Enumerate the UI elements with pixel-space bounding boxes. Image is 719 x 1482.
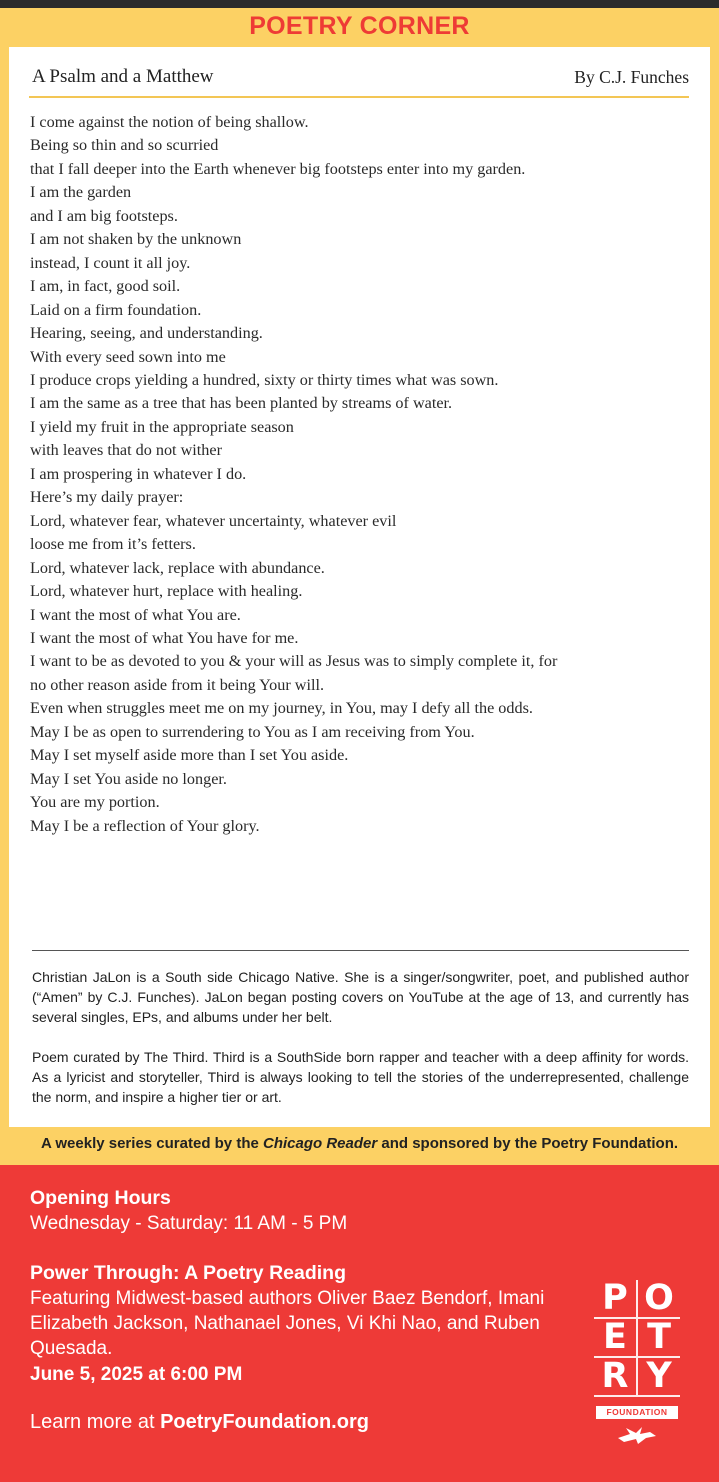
poem-line: I am prospering in whatever I do. — [30, 464, 247, 483]
reading-date: June 5, 2025 at 6:00 PM — [30, 1364, 243, 1385]
poem-line: that I fall deeper into the Earth whenever big footsteps enter into my garden. — [30, 159, 526, 178]
hours-heading: Opening Hours — [30, 1187, 171, 1209]
top-border — [0, 0, 719, 8]
poem-line: Lord, whatever lack, replace with abundance. — [30, 558, 325, 577]
poem-line: instead, I count it all joy. — [30, 253, 191, 272]
logo-letter: Y — [646, 1356, 672, 1396]
series-suffix: and sponsored by the Poetry Foundation. — [377, 1135, 679, 1152]
pegasus-icon — [616, 1424, 658, 1446]
poem-line: I am not shaken by the unknown — [30, 230, 242, 249]
title-divider — [29, 96, 689, 98]
series-note — [0, 1135, 719, 1152]
poem-byline: By C.J. Funches — [574, 67, 689, 87]
hours-text: Wednesday - Saturday: 11 AM - 5 PM — [30, 1213, 348, 1234]
logo-row — [594, 1280, 680, 1319]
poem-line: May I set myself aside more than I set You aside. — [30, 746, 349, 765]
logo-row — [594, 1319, 680, 1358]
poem-line: I want the most of what You have for me. — [30, 628, 299, 647]
series-prefix: A weekly series curated by the — [40, 1135, 263, 1152]
logo-letter: T — [647, 1317, 671, 1357]
poem-line: I produce crops yielding a hundred, sixty or thirty times what was sown. — [30, 370, 499, 389]
logo-letter: E — [594, 1319, 638, 1356]
poem-body — [30, 111, 700, 838]
reading-heading: Power Through: A Poetry Reading — [30, 1262, 346, 1284]
poem-line: You are my portion. — [30, 793, 160, 812]
logo-row — [594, 1358, 680, 1397]
poem-line: Hearing, seeing, and understanding. — [30, 324, 263, 343]
curator-bio: Poem curated by The Third. Third is a SouthSide born rapper and teacher with a deep affinity for words. As a lyricist and storyteller, Third is always looking to tell the stories of the underrepresented, challenge the norm, and inspire a higher tier or art. — [32, 1049, 689, 1105]
poem-line: Even when struggles meet me on my journey, in You, may I defy all the odds. — [30, 699, 533, 718]
poem-card — [9, 47, 710, 1127]
poem-line: May I be a reflection of Your glory. — [30, 816, 260, 835]
poetry-foundation-link[interactable]: PoetryFoundation.org — [160, 1411, 369, 1433]
bio-section — [32, 967, 689, 1107]
poem-line: I am the garden — [30, 183, 132, 202]
author-bio: Christian JaLon is a South side Chicago Native. She is a singer/songwriter, poet, and published author (“Amen” by C.J. Funches). JaLon began posting covers on YouTube at the age of 13, and currently has several singles, EPs, and albums under her belt. — [32, 969, 689, 1025]
poem-line: and I am big footsteps. — [30, 206, 178, 225]
bio-divider — [32, 950, 689, 951]
poem-line: Here’s my daily prayer: — [30, 488, 184, 507]
page-title: POETRY CORNER — [249, 12, 470, 40]
poem-line: May I set You aside no longer. — [30, 769, 227, 788]
poem-line: I yield my fruit in the appropriate season — [30, 417, 294, 436]
poem-line: I want to be as devoted to you & your will as Jesus was to simply complete it, for — [30, 652, 558, 671]
poem-title: A Psalm and a Matthew — [32, 66, 214, 87]
reading-description: Featuring Midwest-based authors Oliver Baez Bendorf, Imani Elizabeth Jackson, Nathanael Jones, Vi Khi Nao, and Ruben Quesada. — [30, 1288, 545, 1359]
poem-line: Laid on a firm foundation. — [30, 300, 202, 319]
logo-letter-grid — [594, 1280, 680, 1397]
logo-letter: P — [594, 1280, 638, 1317]
logo-letter: R — [594, 1358, 638, 1395]
poem-line: I am the same as a tree that has been planted by streams of water. — [30, 394, 453, 413]
poetry-foundation-logo — [594, 1280, 680, 1445]
poem-line: Being so thin and so scurried — [30, 136, 219, 155]
learn-more — [30, 1411, 369, 1434]
poem-line: loose me from it’s fetters. — [30, 535, 196, 554]
series-publication: Chicago Reader — [263, 1135, 378, 1152]
poem-line: I want the most of what You are. — [30, 605, 241, 624]
learn-more-prefix: Learn more at — [30, 1411, 161, 1433]
logo-foundation-label: FOUNDATION — [596, 1406, 678, 1419]
poem-line: with leaves that do not wither — [30, 441, 222, 460]
poem-line: I come against the notion of being shallow. — [30, 113, 309, 131]
poem-line: no other reason aside from it being Your will. — [30, 675, 325, 694]
poem-line: I am, in fact, good soil. — [30, 277, 181, 296]
poem-line: Lord, whatever fear, whatever uncertainty, whatever evil — [30, 511, 397, 530]
poem-line: Lord, whatever hurt, replace with healing. — [30, 582, 303, 601]
poem-line: May I be as open to surrendering to You as I am receiving from You. — [30, 722, 475, 741]
poem-line: With every seed sown into me — [30, 347, 226, 366]
logo-letter: O — [644, 1278, 674, 1318]
